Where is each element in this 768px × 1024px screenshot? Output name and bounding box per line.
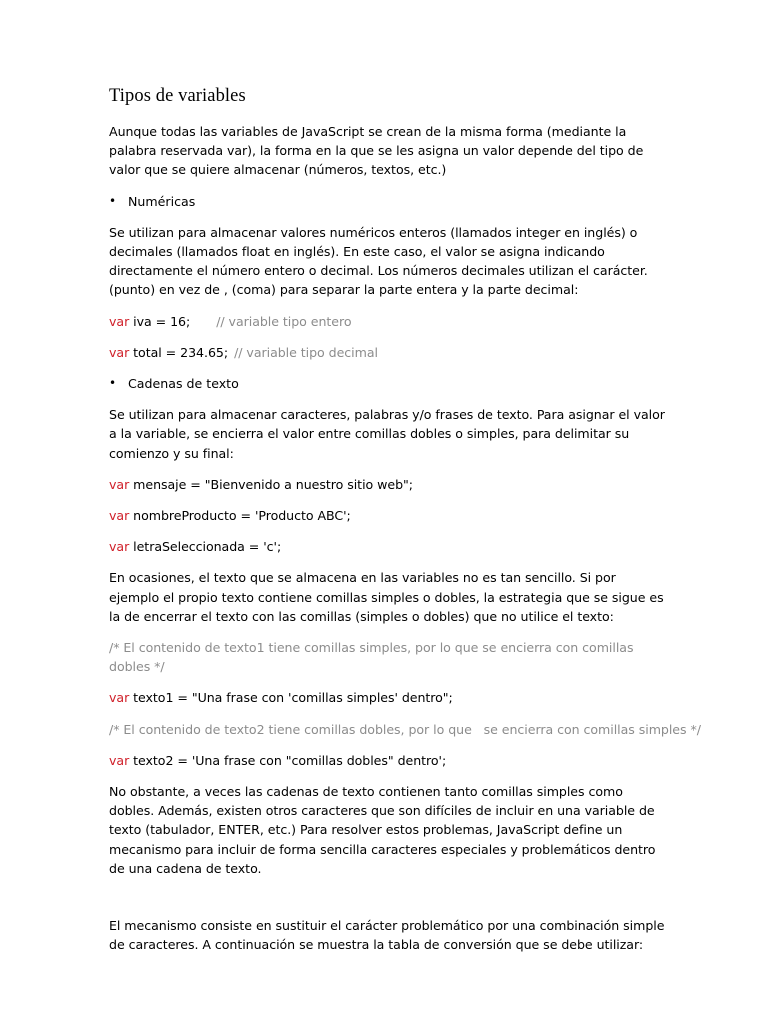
cadenas-paragraph-4: El mecanismo consiste en sustituir el carácter problemático por una combinación simple de caracteres. A continuación se muestra la tabla de conversión que se debe utilizar:: [109, 918, 665, 953]
code-text: letraSeleccionada = 'c';: [129, 539, 282, 555]
bullet-cadenas: [109, 374, 669, 393]
code-keyword: var: [109, 690, 130, 706]
code-comment: // variable tipo entero: [216, 313, 352, 329]
code-line-letra: [109, 537, 669, 556]
code-text: texto2 = 'Una frase con "comillas dobles" dentro';: [129, 752, 447, 768]
document-content: [109, 84, 701, 967]
code-line-total: [109, 343, 669, 362]
code-line-texto1: [109, 688, 669, 707]
code-line-iva: [109, 312, 669, 331]
code-keyword: var: [109, 752, 130, 768]
code-text: nombreProducto = 'Producto ABC';: [129, 508, 351, 524]
code-keyword: var: [109, 476, 130, 492]
code-line-nombre-producto: [109, 506, 669, 525]
cadenas-paragraph-3: No obstante, a veces las cadenas de texto contienen tanto comillas simples como dobles. Además, existen otros caracteres que son difíciles de incluir en una variable de texto (tabulador, ENTER, etc.) Para resolver estos problemas, JavaScript define un mecanismo para incluir de forma sencilla caracteres especiales y problemáticos dentro de una cadena de texto.: [109, 784, 656, 876]
code-text: texto1 = "Una frase con 'comillas simples' dentro";: [129, 690, 453, 706]
code-line-mensaje: [109, 475, 669, 494]
numericas-heading: Numéricas: [128, 193, 196, 209]
cadenas-heading: Cadenas de texto: [128, 376, 239, 392]
code-keyword: var: [109, 313, 130, 329]
code-keyword: var: [109, 508, 130, 524]
bullet-numericas: [109, 192, 669, 211]
code-comment-texto2: /* El contenido de texto2 tiene comillas dobles, por lo que se encierra con comillas simples */: [109, 721, 701, 737]
code-text: iva = 16;: [129, 313, 191, 329]
code-keyword: var: [109, 344, 130, 360]
code-text: total = 234.65;: [129, 344, 229, 360]
intro-paragraph: Aunque todas las variables de JavaScript se crean de la misma forma (mediante la palabra reservada var), la forma en la que se les asigna un valor depende del tipo de valor que se quiere almacenar (números, textos, etc.): [109, 124, 644, 178]
bullet-dot-icon: •: [109, 376, 117, 391]
numericas-paragraph: Se utilizan para almacenar valores numéricos enteros (llamados integer en inglés) o decimales (llamados float en inglés). En este caso, el valor se asigna indicando directamente el número entero o decimal. Los números decimales utilizan el carácter. (punto) en vez de , (coma) para separar la parte entera y la parte decimal:: [109, 224, 648, 298]
code-comment: // variable tipo decimal: [234, 344, 378, 360]
code-keyword: var: [109, 539, 130, 555]
code-comment-texto1: /* El contenido de texto1 tiene comillas simples, por lo que se encierra con comillas dobles */: [109, 640, 634, 675]
bullet-dot-icon: •: [109, 193, 117, 208]
code-line-texto2: [109, 751, 669, 770]
cadenas-paragraph: Se utilizan para almacenar caracteres, palabras y/o frases de texto. Para asignar el valor a la variable, se encierra el valor entre comillas dobles o simples, para delimitar su comienzo y su final:: [109, 407, 665, 461]
page-title: Tipos de variables: [109, 86, 246, 106]
spacer: [109, 890, 669, 916]
code-text: mensaje = "Bienvenido a nuestro sitio web";: [129, 476, 413, 492]
cadenas-paragraph-2: En ocasiones, el texto que se almacena en las variables no es tan sencillo. Si por ejemplo el propio texto contiene comillas simples o dobles, la estrategia que se sigue es la de encerrar el texto con las comillas (simples o dobles) que no utilice el texto:: [109, 570, 664, 624]
